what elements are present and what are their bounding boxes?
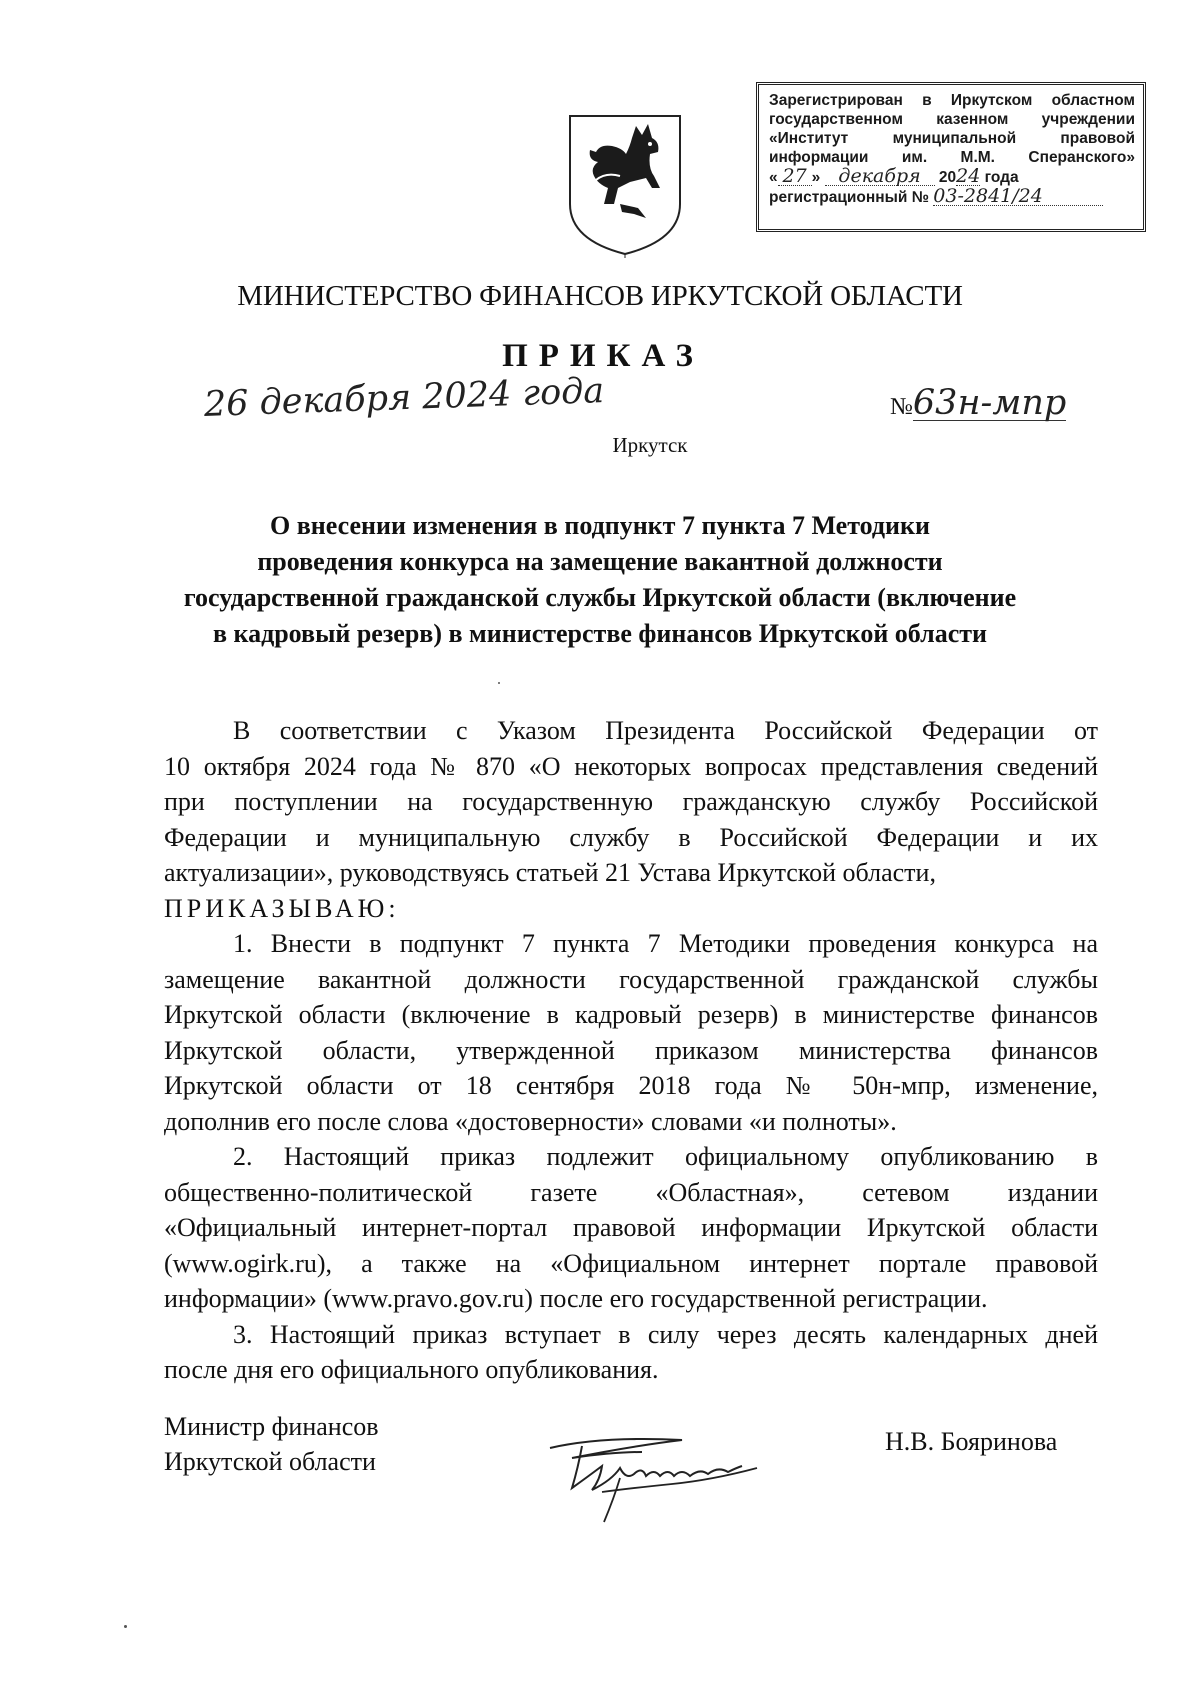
document-date-handwritten: 26 декабря 2024 года: [203, 371, 605, 425]
number-sign: №: [890, 394, 913, 420]
preamble-line: при поступлении на государственную гражданскую службу Российской: [164, 787, 1098, 816]
stamp-month-handwritten: декабря: [825, 167, 935, 186]
document-number: [890, 383, 1067, 423]
item-2-line: информации» (www.pravo.gov.ru) после его государственной регистрации.: [164, 1284, 988, 1313]
item-2-line: «Официальный интернет-портал правовой информации Иркутской области: [164, 1213, 1098, 1242]
item-1-line: дополнив его после слова «достоверности» словами «и полноты».: [164, 1106, 897, 1136]
document-type: ПРИКАЗ: [502, 338, 704, 374]
title-line: О внесении изменения в подпункт 7 пункта 7 Методики: [270, 511, 930, 540]
item-2-line: (www.ogirk.ru), а также на «Официальном интернет портале правовой: [164, 1248, 1098, 1278]
item-2-line: 2. Настоящий приказ подлежит официальному опубликованию в: [233, 1142, 1098, 1171]
preamble-line: актуализации», руководствуясь статьей 21 Устава Иркутской области,: [164, 858, 936, 887]
document-number-handwritten: 63н-мпр: [912, 383, 1067, 423]
signatory-name: Н.В. Бояринова: [885, 1427, 1058, 1456]
item-1-line: Иркутской области, утвержденной приказом министерства финансов: [164, 1035, 1098, 1065]
stamp-line-2: государственном казенном учреждении: [769, 111, 1135, 128]
position-line: Министр финансов: [164, 1412, 379, 1441]
title-line: в кадровый резерв) в министерстве финансов Иркутской области: [212, 619, 988, 648]
scan-speck: [498, 682, 500, 684]
preamble-line: Федерации и муниципальную службу в Российской Федерации и их: [164, 822, 1098, 852]
title-line: проведения конкурса на замещение вакантной должности: [257, 547, 943, 576]
registration-stamp: [756, 82, 1146, 232]
stamp-registration-date: « 27 » декабря 2024 года: [769, 165, 1019, 187]
stamp-line-3: «Институт муниципальной правовой: [769, 130, 1135, 147]
ministry-name: МИНИСТЕРСТВО ФИНАНСОВ ИРКУТСКОЙ ОБЛАСТИ: [237, 280, 963, 312]
signatory-position: [164, 1409, 379, 1479]
item-1-line: замещение вакантной должности государственной гражданской службы: [164, 964, 1098, 994]
stamp-day-handwritten: 27: [778, 167, 812, 186]
stamp-number-handwritten: 03-2841/24: [933, 187, 1103, 206]
document-title: [150, 508, 1050, 652]
item-1-line: Иркутской области от 18 сентября 2018 года № 50н-мпр, изменение,: [164, 1071, 1098, 1100]
item-1-line: Иркутской области (включение в кадровый резерв) в министерстве финансов: [164, 1000, 1098, 1029]
item-2-line: общественно-политической газете «Областная», сетевом издании: [164, 1177, 1098, 1207]
document-body: [164, 713, 1098, 1388]
preamble-line: 10 октября 2024 года № 870 «О некоторых вопросах представления сведений: [164, 751, 1098, 781]
item-3-line: после дня его официального опубликования.: [164, 1355, 659, 1384]
handwritten-signature: [542, 1418, 782, 1528]
stamp-registration-number: регистрационный № 03-2841/24: [769, 187, 1135, 207]
item-3-line: 3. Настоящий приказ вступает в силу через десять календарных дней: [233, 1319, 1098, 1349]
title-line: государственной гражданской службы Иркутской области (включение: [183, 583, 1017, 612]
stamp-line-1: Зарегистрирован в Иркутском областном: [769, 92, 1135, 109]
coat-of-arms-icon: [560, 108, 690, 258]
preamble-line: В соответствии с Указом Президента Российской Федерации от: [233, 716, 1098, 745]
city: Иркутск: [612, 433, 688, 457]
order-word: ПРИКАЗЫВАЮ:: [164, 893, 400, 923]
scan-speck: [124, 1625, 127, 1628]
position-line: Иркутской области: [164, 1447, 376, 1476]
item-1-line: 1. Внести в подпункт 7 пункта 7 Методики проведения конкурса на: [233, 929, 1098, 958]
stamp-year-handwritten: 24: [956, 165, 981, 187]
stamp-line-4: информации им. М.М. Сперанского»: [769, 149, 1135, 166]
